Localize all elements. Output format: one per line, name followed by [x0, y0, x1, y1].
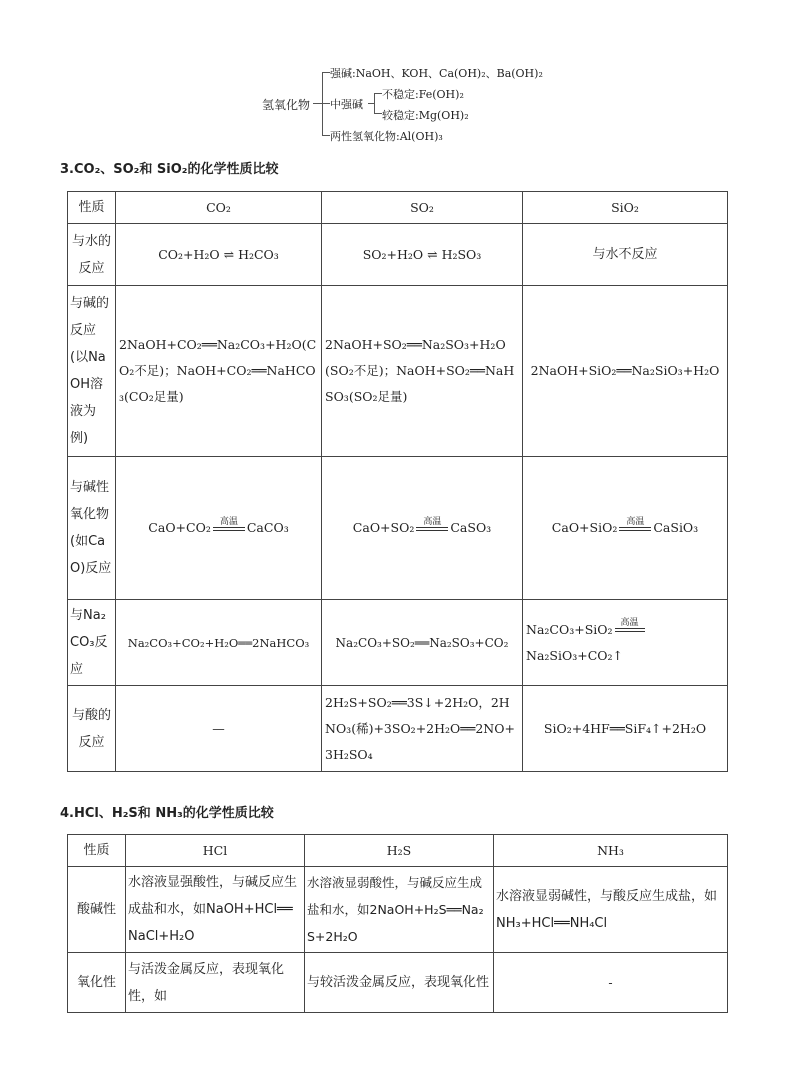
row-label: 酸碱性 [68, 867, 126, 953]
cell-co2: 2NaOH+CO₂══Na₂CO₃+H₂O(CO₂不足)；NaOH+CO₂══NaHCO₃(CO₂足量) [116, 286, 322, 457]
tree-stable: 较稳定:Mg(OH)₂ [382, 109, 469, 122]
cell-so2: 2NaOH+SO₂══Na₂SO₃+H₂O(SO₂不足)；NaOH+SO₂══NaHSO₃(SO₂足量) [322, 286, 523, 457]
cell-sio2: Na₂CO₃+SiO₂ 高温 Na₂SiO₃+CO₂↑ [523, 600, 728, 686]
section3-title: 3.CO₂、SO₂和 SiO₂的化学性质比较 [60, 162, 279, 177]
cell-sio2: SiO₂+4HF══SiF₄↑+2H₂O [523, 686, 728, 772]
header-co2: CO₂ [116, 192, 322, 224]
reaction-condition: 高温 [416, 517, 448, 541]
row-label: 与碱性氧化物(如CaO)反应 [68, 457, 116, 600]
cell-sio2: 与水不反应 [523, 224, 728, 286]
table-header-row [68, 192, 728, 224]
cell-so2: CaO+SO₂ 高温 CaSO₃ [322, 457, 523, 600]
cell-h2s: 与较活泼金属反应，表现氧化性 [305, 953, 494, 1013]
cell-hcl: 水溶液显强酸性，与碱反应生成盐和水，如NaOH+HCl══NaCl+H₂O [126, 867, 305, 953]
reaction-condition: 高温 [619, 517, 651, 541]
table-row [68, 224, 728, 286]
table-row [68, 686, 728, 772]
tree-root: 氢氧化物 [262, 98, 311, 112]
table-header-row [68, 835, 728, 867]
header-so2: SO₂ [322, 192, 523, 224]
header-property: 性质 [68, 192, 116, 224]
cell-sio2: 2NaOH+SiO₂══Na₂SiO₃+H₂O [523, 286, 728, 457]
cell-co2: — [116, 686, 322, 772]
cell-hcl: 与活泼金属反应，表现氧化性，如 [126, 953, 305, 1013]
header-nh3: NH₃ [494, 835, 728, 867]
tree-medium-base: 中强碱 [330, 98, 363, 111]
header-h2s: H₂S [305, 835, 494, 867]
row-label: 氧化性 [68, 953, 126, 1013]
cell-so2: Na₂CO₃+SO₂══Na₂SO₃+CO₂ [322, 600, 523, 686]
table-row [68, 286, 728, 457]
row-label: 与碱的反应(以NaOH溶液为例) [68, 286, 116, 457]
table-row [68, 457, 728, 600]
table-row [68, 600, 728, 686]
cell-co2: CaO+CO₂ 高温 CaCO₃ [116, 457, 322, 600]
row-label: 与水的反应 [68, 224, 116, 286]
cell-co2: Na₂CO₃+CO₂+H₂O══2NaHCO₃ [116, 600, 322, 686]
tree-brace-sub [374, 93, 375, 113]
header-property: 性质 [68, 835, 126, 867]
cell-so2: 2H₂S+SO₂══3S↓+2H₂O，2HNO₃(稀)+3SO₂+2H₂O══2NO+3H₂SO₄ [322, 686, 523, 772]
cell-h2s: 水溶液显弱酸性，与碱反应生成盐和水，如2NaOH+H₂S══Na₂S+2H₂O [305, 867, 494, 953]
header-hcl: HCl [126, 835, 305, 867]
cell-so2: SO₂+H₂O ⇌ H₂SO₃ [322, 224, 523, 286]
row-label: 与酸的反应 [68, 686, 116, 772]
table-row [68, 953, 728, 1013]
header-sio2: SiO₂ [523, 192, 728, 224]
reaction-condition: 高温 [615, 618, 645, 642]
row-label: 与Na₂CO₃反应 [68, 600, 116, 686]
cell-co2: CO₂+H₂O ⇌ H₂CO₃ [116, 224, 322, 286]
cell-nh3: - [494, 953, 728, 1013]
table-row [68, 867, 728, 953]
reaction-condition: 高温 [213, 517, 245, 541]
tree-unstable: 不稳定:Fe(OH)₂ [382, 88, 464, 101]
tree-strong-base: 强碱:NaOH、KOH、Ca(OH)₂、Ba(OH)₂ [330, 67, 543, 80]
cell-nh3: 水溶液显弱碱性，与酸反应生成盐，如NH₃+HCl══NH₄Cl [494, 867, 728, 953]
tree-amphoteric: 两性氢氧化物:Al(OH)₃ [330, 130, 443, 143]
oxide-comparison-table [67, 191, 728, 772]
cell-sio2: CaO+SiO₂ 高温 CaSiO₃ [523, 457, 728, 600]
hydride-comparison-table [67, 834, 728, 1013]
tree-brace-main [322, 72, 323, 136]
section4-title: 4.HCl、H₂S和 NH₃的化学性质比较 [60, 806, 274, 821]
